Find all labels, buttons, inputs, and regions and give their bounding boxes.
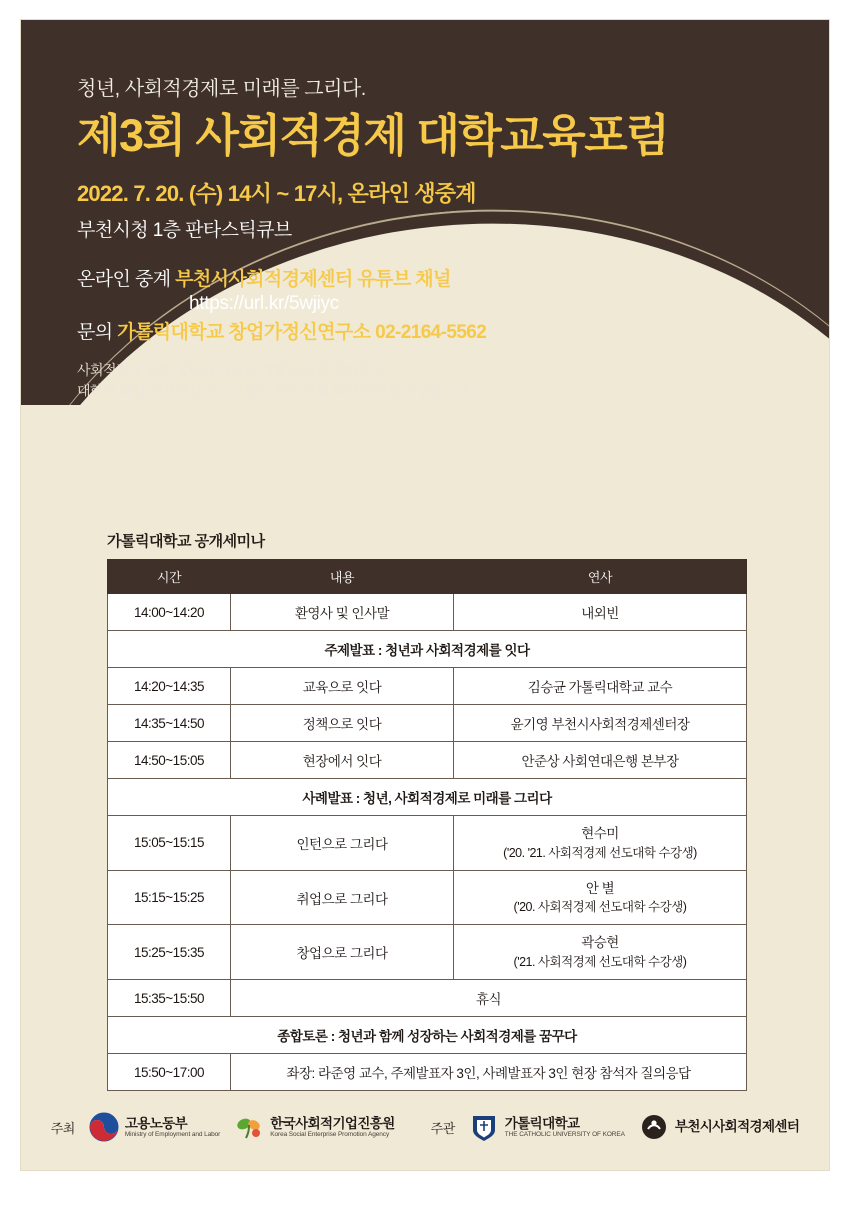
header-stream-url[interactable]: https://url.kr/5wjiyc — [189, 293, 339, 315]
cell-time: 14:00~14:20 — [108, 594, 231, 631]
logo-name-ko: 한국사회적기업진흥원 — [270, 1115, 395, 1131]
speaker-name: 곽승현 — [581, 935, 619, 951]
header-contact-line — [77, 317, 829, 344]
speaker-note: ('20. 사회적경제 선도대학 수강생) — [513, 900, 687, 915]
cell-topic: 현장에서 잇다 — [231, 742, 454, 779]
table-row — [108, 668, 747, 705]
cell-time: 15:05~15:15 — [108, 816, 231, 871]
header-description-line2: 대학생 대상 인재양성 프로그램의 우수 모델 확산 방안을 구상합니다. — [77, 383, 473, 400]
table-row — [108, 742, 747, 779]
table-row — [108, 870, 747, 925]
section-heading: 주제발표 : 청년과 사회적경제를 잇다 — [108, 631, 747, 668]
header-description — [77, 360, 829, 402]
section-heading: 종합토론 : 청년과 함께 성장하는 사회적경제를 꿈꾸다 — [108, 1017, 747, 1054]
cell-time: 14:50~15:05 — [108, 742, 231, 779]
logo-name-en: Korea Social Enterprise Promotion Agency — [270, 1131, 390, 1139]
logo-bucheon-social-economy-center — [639, 1112, 799, 1142]
cell-topic: 교육으로 잇다 — [231, 668, 454, 705]
logo-name-en: THE CATHOLIC UNIVERSITY OF KOREA — [504, 1131, 625, 1139]
table-section-row — [108, 1017, 747, 1054]
header-online-channel: 부천시사회적경제센터 유튜브 채널 — [175, 269, 451, 291]
sprout-icon — [234, 1112, 264, 1142]
schedule-table-body — [108, 594, 747, 1091]
column-header-speaker: 연사 — [454, 560, 747, 594]
footer-logos — [21, 1112, 829, 1142]
speaker-note: ('21. 사회적경제 선도대학 수강생) — [513, 954, 687, 969]
section-heading: 사례발표 : 청년, 사회적경제로 미래를 그리다 — [108, 779, 747, 816]
cell-time: 14:20~14:35 — [108, 668, 231, 705]
taegeuk-icon — [89, 1112, 119, 1142]
cell-time: 15:15~15:25 — [108, 870, 231, 925]
cell-topic: 창업으로 그리다 — [231, 925, 454, 980]
host-label: 주최 — [50, 1120, 75, 1136]
header-datetime: 2022. 7. 20. (수) 14시 ~ 17시, 온라인 생중계 — [77, 181, 476, 207]
header-description-line1: 사회적경제 진출 청년의 커리어 개발 과정을 살펴보고 — [77, 362, 384, 379]
header-tagline: 청년, 사회적경제로 미래를 그리다. — [77, 78, 366, 100]
header-content — [21, 20, 829, 402]
column-header-time: 시간 — [108, 560, 231, 594]
schedule-caption: 가톨릭대학교 공개세미나 — [107, 533, 265, 550]
cell-discussion: 좌장: 라준영 교수, 주제발표자 3인, 사례발표자 3인 현장 참석자 질의응답 — [231, 1054, 747, 1091]
table-section-row — [108, 779, 747, 816]
header-contact-value: 가톨릭대학교 창업가정신연구소 02-2164-5562 — [117, 322, 487, 344]
speaker-note: ('20. '21. 사회적경제 선도대학 수강생) — [503, 845, 697, 860]
logo-name-ko: 가톨릭대학교 — [504, 1115, 580, 1131]
table-row — [108, 980, 747, 1017]
logo-ministry-of-employment-and-labor — [89, 1112, 220, 1142]
table-row — [108, 1054, 747, 1091]
poster-body — [21, 405, 829, 1170]
cell-topic: 환영사 및 인사말 — [231, 594, 454, 631]
speaker-name: 현수미 — [581, 826, 619, 841]
cell-speaker: 김승균 가톨릭대학교 교수 — [454, 668, 747, 705]
table-row — [108, 816, 747, 871]
cell-speaker — [454, 925, 747, 980]
schedule-table-head — [108, 560, 747, 594]
cell-break: 휴식 — [231, 980, 747, 1017]
schedule-table — [107, 559, 747, 1091]
page-title: 제3회 사회적경제 대학교육포럼 — [77, 110, 669, 161]
table-header-row — [108, 560, 747, 594]
table-section-row — [108, 631, 747, 668]
cell-time: 15:25~15:35 — [108, 925, 231, 980]
cell-speaker: 윤기영 부천시사회적경제센터장 — [454, 705, 747, 742]
logo-text — [505, 1116, 625, 1139]
organizer-label: 주관 — [430, 1120, 455, 1136]
logo-text — [675, 1119, 799, 1135]
header-online-line — [77, 264, 829, 291]
logo-name-ko: 고용노동부 — [124, 1115, 188, 1131]
cell-speaker — [454, 870, 747, 925]
poster — [21, 20, 829, 1170]
cell-time: 15:35~15:50 — [108, 980, 231, 1017]
table-row — [108, 925, 747, 980]
cell-speaker: 내외빈 — [454, 594, 747, 631]
cell-topic: 인턴으로 그리다 — [231, 816, 454, 871]
logo-name-en: Ministry of Employment and Labor — [124, 1131, 221, 1139]
cell-topic: 취업으로 그리다 — [231, 870, 454, 925]
column-header-topic: 내용 — [231, 560, 454, 594]
header-place: 부천시청 1층 판타스틱큐브 — [77, 220, 292, 242]
logo-catholic-university-of-korea — [469, 1112, 625, 1142]
table-row — [108, 705, 747, 742]
circle-mark-icon — [639, 1112, 669, 1142]
header-online-prefix: 온라인 중계 — [77, 269, 176, 291]
cell-speaker: 안준상 사회연대은행 본부장 — [454, 742, 747, 779]
table-row — [108, 594, 747, 631]
logo-name-ko: 부천시사회적경제센터 — [674, 1119, 800, 1135]
cell-speaker — [454, 816, 747, 871]
logo-korea-social-enterprise-promotion-agency — [234, 1112, 394, 1142]
poster-header — [21, 20, 829, 405]
schedule-section — [107, 530, 747, 1091]
logo-text — [125, 1116, 220, 1139]
speaker-name: 안 별 — [585, 880, 615, 896]
logo-text — [270, 1116, 394, 1139]
shield-icon — [469, 1112, 499, 1142]
cell-topic: 정책으로 잇다 — [231, 705, 454, 742]
cell-time: 14:35~14:50 — [108, 705, 231, 742]
header-contact-prefix: 문의 — [77, 322, 118, 344]
cell-time: 15:50~17:00 — [108, 1054, 231, 1091]
